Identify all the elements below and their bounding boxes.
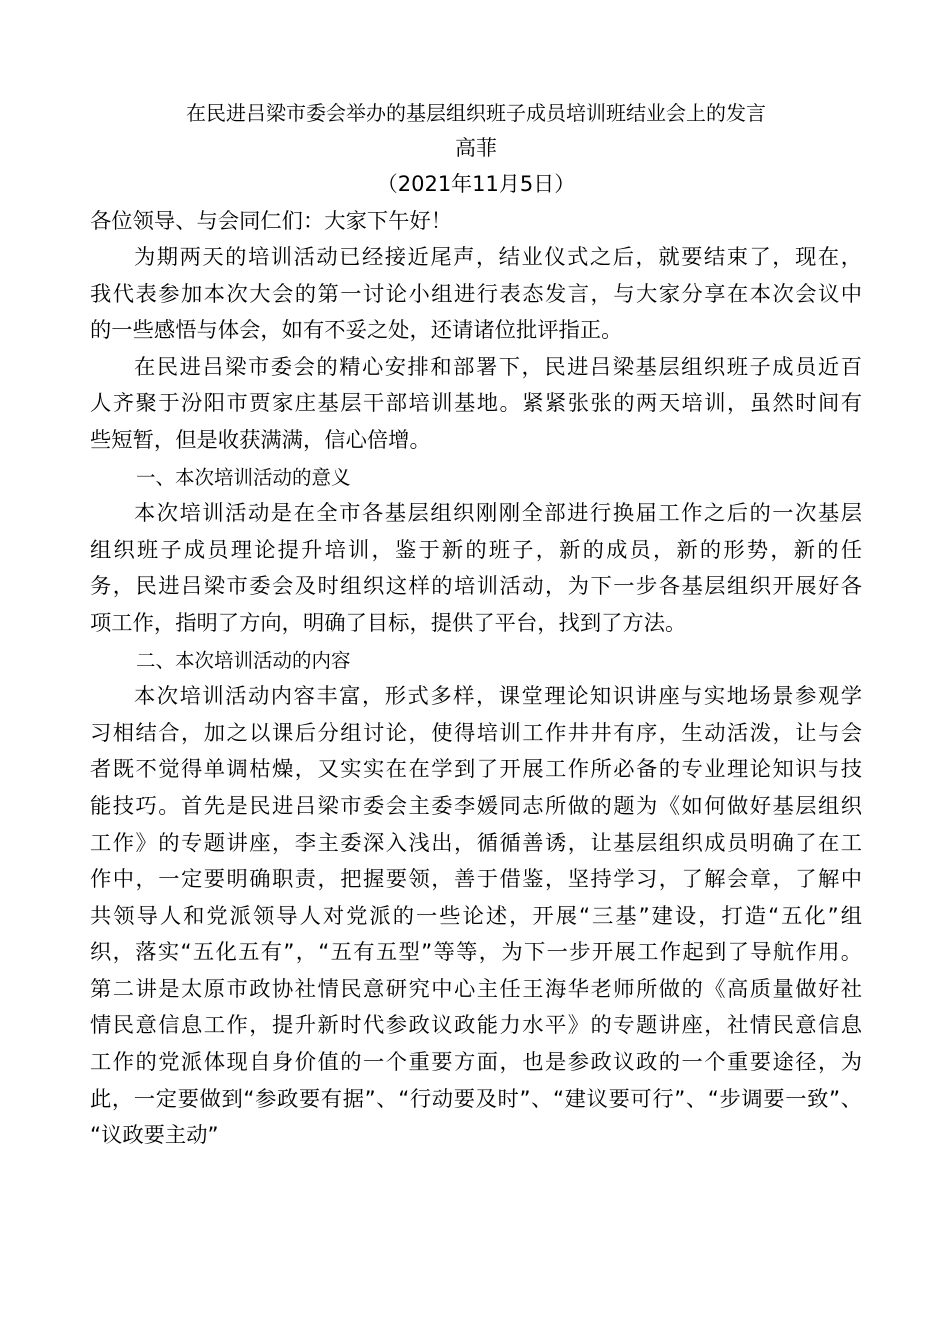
- paragraph-line: 织，落实“五化五有”，“五有五型”等等，为下一步开展工作起到了导航作用。: [90, 940, 862, 966]
- greeting: 各位领导、与会同仁们：大家下午好！: [90, 209, 453, 234]
- paragraph-line: 本次培训活动内容丰富，形式多样，课堂理论知识讲座与实地场景参观学: [134, 684, 862, 710]
- paragraph-line: 在民进吕梁市委会的精心安排和部署下，民进吕梁基层组织班子成员近百: [134, 354, 862, 380]
- paragraph-line: 工作的党派体现自身价值的一个重要方面，也是参政议政的一个重要途径，为: [90, 1050, 862, 1076]
- paragraph-line: 为期两天的培训活动已经接近尾声，结业仪式之后，就要结束了，现在，: [134, 245, 862, 270]
- paragraph-line: 能技巧。首先是民进吕梁市委会主委李媛同志所做的题为《如何做好基层组织: [90, 793, 862, 819]
- paragraph-line: 的一些感悟与体会，如有不妥之处，还请诸位批评指正。: [90, 318, 623, 344]
- paragraph-line: 些短暂，但是收获满满，信心倍增。: [90, 427, 431, 453]
- paragraph-2: [90, 350, 862, 460]
- document-author: 高菲: [455, 136, 497, 160]
- paragraph-line: 工作》的专题讲座，李主委深入浅出，循循善诱，让基层组织成员明确了在工: [90, 830, 862, 856]
- paragraph-line: 本次培训活动是在全市各基层组织刚刚全部进行换届工作之后的一次基层: [134, 501, 862, 527]
- paragraph-line: 者既不觉得单调枯燥，又实实在在学到了开展工作所必备的专业理论知识与技: [90, 757, 862, 783]
- document-page: [90, 96, 862, 1155]
- paragraph-4: [90, 679, 862, 1155]
- paragraph-line: 我代表参加本次大会的第一讨论小组进行表态发言，与大家分享在本次会议中: [90, 281, 862, 307]
- paragraph-line: 项工作，指明了方向，明确了目标，提供了平台，找到了方法。: [90, 610, 687, 636]
- paragraph-3: [90, 496, 862, 642]
- paragraph-1: [90, 240, 862, 350]
- section-heading-1: 一、本次培训活动的意义: [136, 465, 351, 489]
- paragraph-line: 第二讲是太原市政协社情民意研究中心主任王海华老师所做的《高质量做好社: [90, 976, 862, 1002]
- paragraph-line: 人齐聚于汾阳市贾家庄基层干部培训基地。紧紧张张的两天培训，虽然时间有: [90, 391, 862, 417]
- paragraph-line: 情民意信息工作，提升新时代参政议政能力水平》的专题讲座，社情民意信息: [90, 1013, 862, 1039]
- document-date: （2021年11月5日）: [376, 172, 576, 196]
- paragraph-line: 习相结合，加之以课后分组讨论，使得培训工作井井有序，生动活泼，让与会: [90, 720, 862, 746]
- paragraph-line: 务，民进吕梁市委会及时组织这样的培训活动，为下一步各基层组织开展好各: [90, 574, 862, 600]
- paragraph-line: 组织班子成员理论提升培训，鉴于新的班子，新的成员，新的形势，新的任: [90, 537, 862, 563]
- paragraph-line: 此，一定要做到“参政要有据”、“行动要及时”、“建议要可行”、“步调要一致”、: [90, 1086, 862, 1112]
- document-title: 在民进吕梁市委会举办的基层组织班子成员培训班结业会上的发言: [186, 101, 766, 125]
- section-heading-2: 二、本次培训活动的内容: [136, 648, 351, 672]
- paragraph-line: “议政要主动”: [90, 1123, 219, 1149]
- paragraph-line: 共领导人和党派领导人对党派的一些论述，开展“三基”建设，打造“五化”组: [90, 903, 862, 929]
- paragraph-line: 作中，一定要明确职责，把握要领，善于借鉴，坚持学习，了解会章，了解中: [90, 867, 862, 893]
